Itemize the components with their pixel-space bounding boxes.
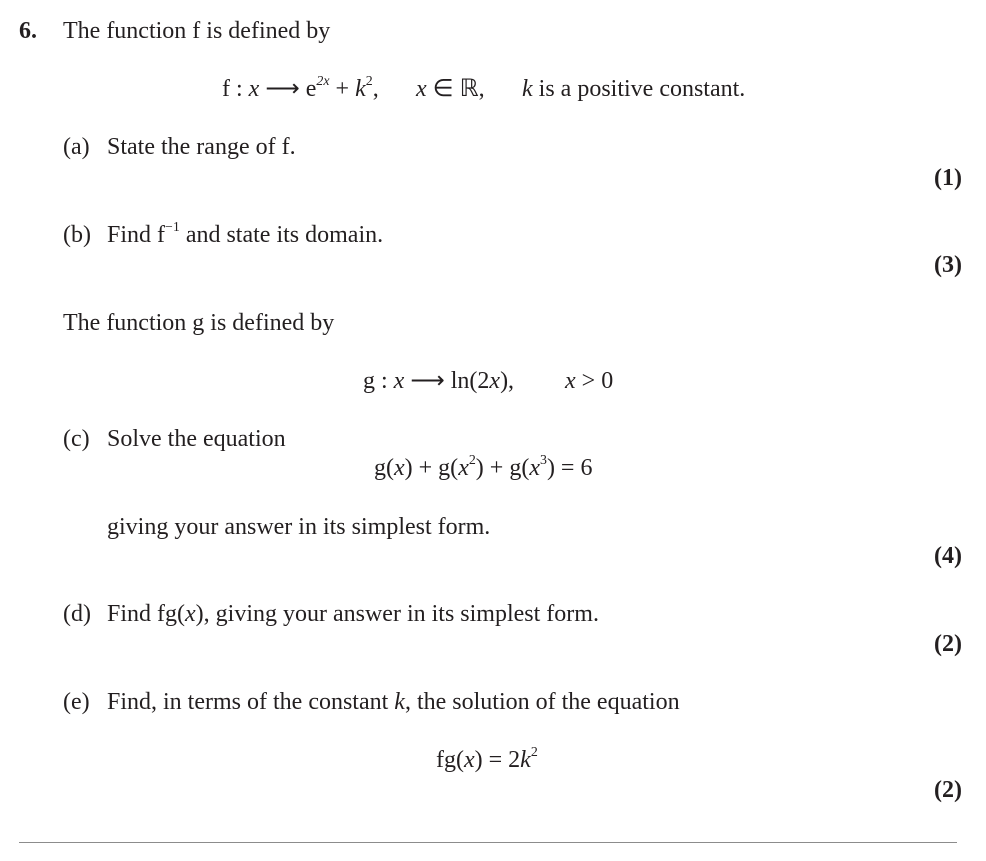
part-b-label: (b): [63, 222, 91, 248]
part-a: [63, 135, 296, 159]
part-a-label: (a): [63, 134, 90, 160]
part-e: [63, 690, 680, 714]
g-colon: :: [375, 368, 394, 394]
eq-c-rhs: ) = 6: [546, 455, 593, 481]
part-d-text-pre: Find fg(: [107, 601, 185, 627]
part-e-k: k: [394, 689, 405, 715]
part-d-label: (d): [63, 601, 91, 627]
part-c-text2: giving your answer in its simplest form.: [107, 514, 491, 540]
part-c-text: Solve the equation: [107, 426, 286, 452]
f-plus: +: [329, 76, 356, 102]
part-c-equation: [374, 452, 593, 481]
part-d: [63, 602, 599, 626]
f-k: k: [355, 76, 366, 102]
f-colon: :: [230, 76, 249, 102]
part-d-x: x: [185, 601, 196, 627]
g-condition: [565, 369, 613, 393]
f-symbol: f: [222, 76, 230, 102]
g-symbol: g: [363, 368, 375, 394]
g-definition: [363, 369, 514, 393]
eq-e-k: k: [520, 747, 531, 773]
eq-c-x2: x: [458, 455, 469, 481]
f-arrow-e: ⟶ e: [259, 76, 317, 102]
part-e-marks: (2): [934, 777, 962, 803]
eq-e-x: x: [463, 747, 475, 773]
part-d-text-post: ), giving your answer in its simplest form.: [195, 601, 599, 627]
eq-e-rhs: ) = 2: [474, 747, 521, 773]
eq-e-fg: fg(: [436, 747, 464, 773]
g-x: x: [393, 368, 405, 394]
part-e-label: (e): [63, 689, 90, 715]
part-b-marks: (3): [934, 252, 962, 278]
g-cond-x: x: [565, 368, 576, 394]
f-comma: ,: [372, 76, 379, 102]
f-k-text: is a positive constant.: [532, 76, 746, 102]
part-a-marks: (1): [934, 165, 962, 191]
f-k-description: [522, 77, 745, 101]
part-b-text-pre: Find f: [107, 222, 166, 248]
eq-c-g2: ) + g(: [404, 455, 459, 481]
part-d-marks: (2): [934, 631, 962, 657]
eq-c-x3: x: [529, 455, 540, 481]
eq-c-sup3: 3: [539, 452, 547, 468]
g-x2: x: [489, 368, 501, 394]
f-x: x: [248, 76, 260, 102]
part-b: [63, 219, 384, 248]
eq-e-sup: 2: [530, 744, 538, 760]
bottom-divider: [19, 842, 957, 843]
part-b-inverse-sup: −1: [165, 219, 180, 235]
eq-c-sup2: 2: [468, 452, 476, 468]
question-number: 6.: [19, 18, 37, 44]
eq-c-g3: ) + g(: [475, 455, 530, 481]
f-domain-x: x: [416, 76, 427, 102]
part-e-text-pre: Find, in terms of the constant: [107, 689, 395, 715]
g-arrow-ln: ⟶ ln(2: [404, 368, 490, 394]
g-close: ),: [500, 368, 515, 394]
f-exponent: 2x: [316, 73, 330, 89]
part-c-marks: (4): [934, 543, 962, 569]
eq-c-g1: g(: [374, 455, 394, 481]
g-intro: The function g is defined by: [63, 310, 335, 336]
part-e-text-post: , the solution of the equation: [404, 689, 680, 715]
question-intro: The function f is defined by: [63, 18, 331, 44]
part-a-text: State the range of f.: [107, 134, 296, 160]
part-c: [63, 427, 286, 451]
part-c-label: (c): [63, 426, 90, 452]
g-cond-text: > 0: [575, 368, 614, 394]
eq-c-x1: x: [394, 455, 405, 481]
part-b-text-post: and state its domain.: [179, 222, 384, 248]
f-k-symbol: k: [522, 76, 533, 102]
f-domain: [416, 77, 485, 101]
f-definition: [222, 73, 379, 102]
f-domain-in-reals: ∈ ℝ,: [426, 76, 485, 102]
part-e-equation: [436, 744, 538, 773]
f-k-square: 2: [365, 73, 373, 89]
